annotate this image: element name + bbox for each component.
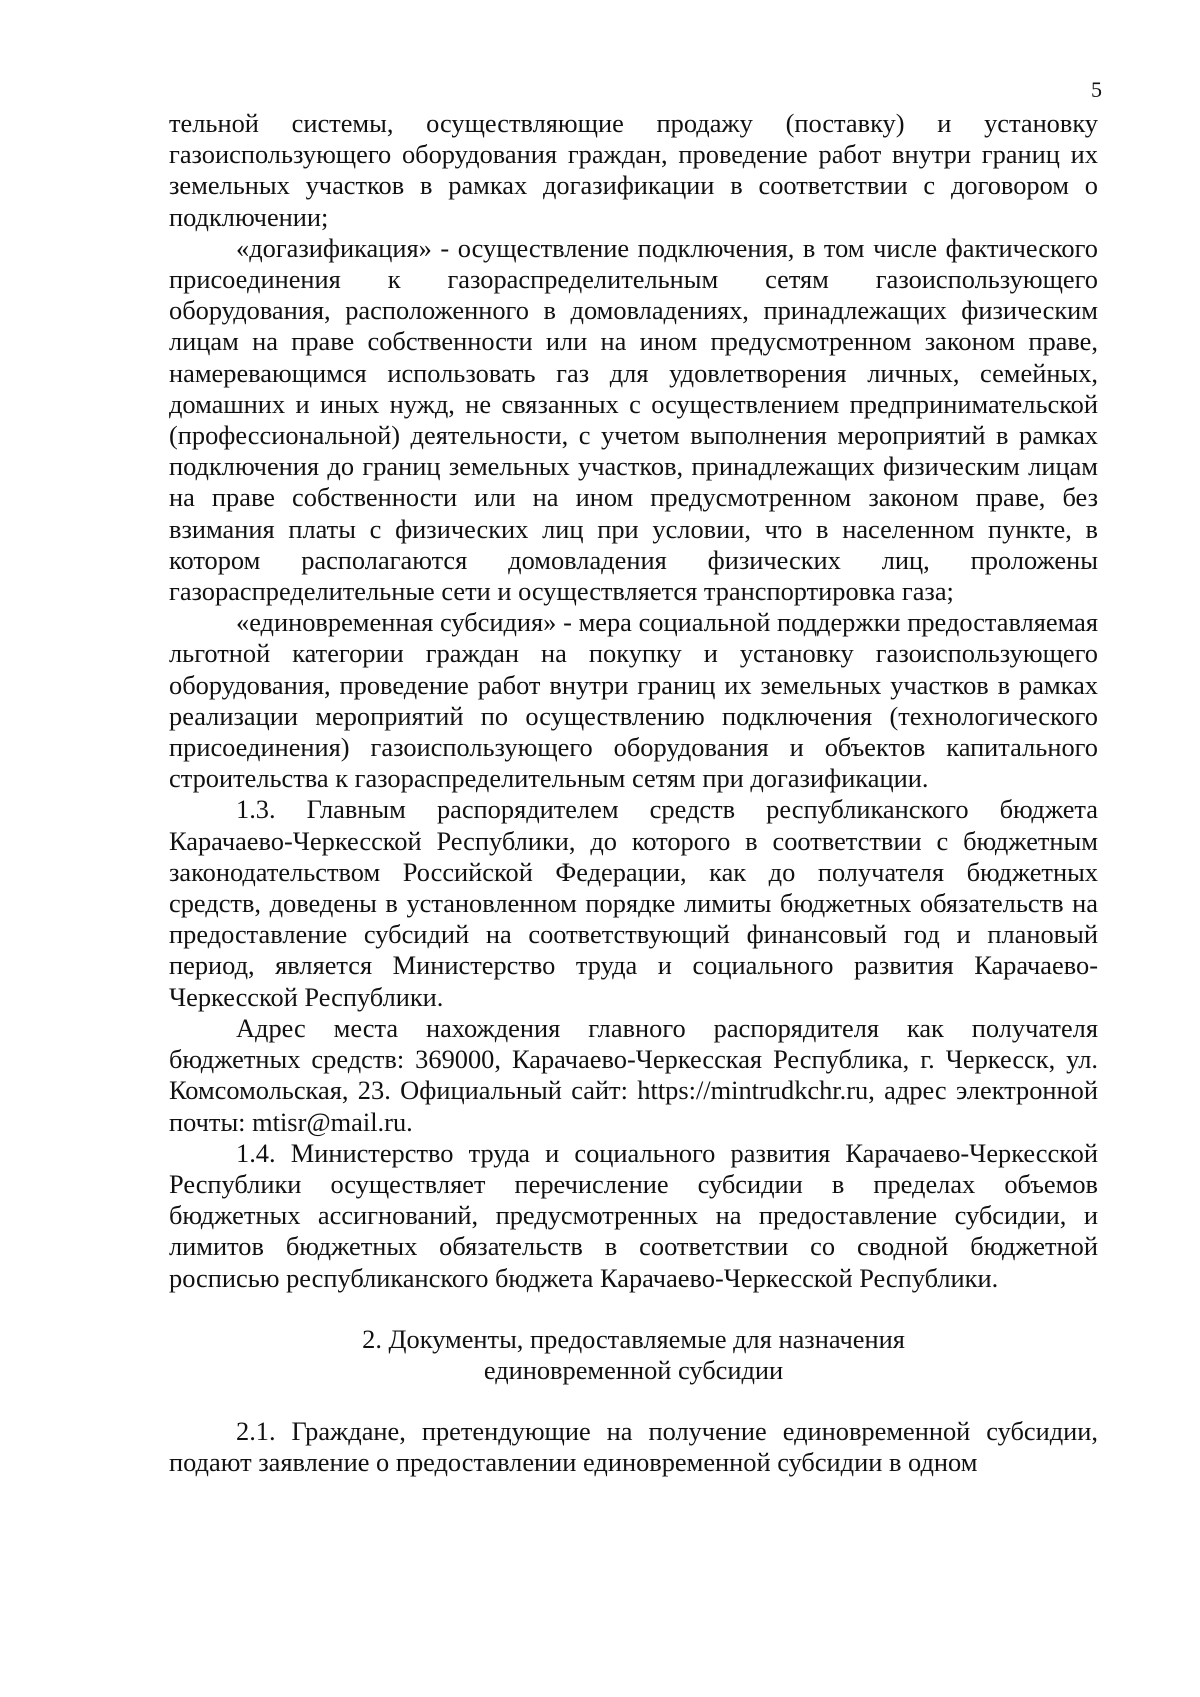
section-2-heading [169, 1294, 1098, 1416]
paragraph-continuation: тельной системы, осуществляющие продажу (поставку) и установку газоиспользующего оборудования граждан, проведение работ внутри границ их земельных участков в рамках догазификации в соответствии с договором о подключении; [169, 108, 1098, 232]
document-body [169, 108, 1098, 1479]
paragraph-2-1: 2.1. Граждане, претендующие на получение единовременной субсидии, подают заявление о предоставлении единовременной субсидии в одном [169, 1416, 1098, 1478]
paragraph-address: Адрес места нахождения главного распорядителя как получателя бюджетных средств: 369000, Карачаево-Черкесская Республика, г. Черкесск, ул. Комсомольская, 23. Официальный сайт: https://mintrudkchr.ru, адрес электронной почты: mtisr@mail.ru. [169, 1012, 1098, 1137]
section-2-heading-line2: единовременной субсидии [483, 1354, 784, 1385]
paragraph-1-3: 1.3. Главным распорядителем средств республиканского бюджета Карачаево-Черкесской Республики, до которого в соответствии с бюджетным законодательством Российской Федерации, как до получателя бюджетных средств, доведены в установленном порядке лимиты бюджетных обязательств на предоставление субсидий на соответствующий финансовый год и плановый период, является Министерство труда и социального развития Карачаево-Черкесской Республики. [169, 794, 1098, 1012]
page-number: 5 [1091, 77, 1102, 102]
paragraph-definition-subsidy: «единовременная субсидия» - мера социальной поддержки предоставляемая льготной категории граждан на покупку и установку газоиспользующего оборудования, проведение работ внутри границ их земельных участков в рамках реализации мероприятий по осуществлению подключения (технологического присоединения) газоиспользующего оборудования и объектов капитального строительства к газораспределительным сетям при догазификации. [169, 607, 1098, 794]
section-2-heading-line1: 2. Документы, предоставляемые для назначения [362, 1323, 905, 1354]
paragraph-1-4: 1.4. Министерство труда и социального развития Карачаево-Черкесской Республики осуществляет перечисление субсидии в пределах объемов бюджетных ассигнований, предусмотренных на предоставление субсидии, и лимитов бюджетных обязательств в соответствии со сводной бюджетной росписью республиканского бюджета Карачаево-Черкесской Республики. [169, 1137, 1098, 1293]
paragraph-definition-dogazifikaciya: «догазификация» - осуществление подключения, в том числе фактического присоединения к газораспределительным сетям газоиспользующего оборудования, расположенного в домовладениях, принадлежащих физическим лицам на праве собственности или на ином предусмотренном законом праве, намеревающимся использовать газ для удовлетворения личных, семейных, домашних и иных нужд, не связанных с осуществлением предпринимательской (профессиональной) деятельности, с учетом выполнения мероприятий в рамках подключения до границ земельных участков, принадлежащих физическим лицам на праве собственности или на ином предусмотренном законом праве, без взимания платы с физических лиц при условии, что в населенном пункте, в котором располагаются домовладения физических лиц, проложены газораспределительные сети и осуществляется транспортировка газа; [169, 232, 1098, 607]
